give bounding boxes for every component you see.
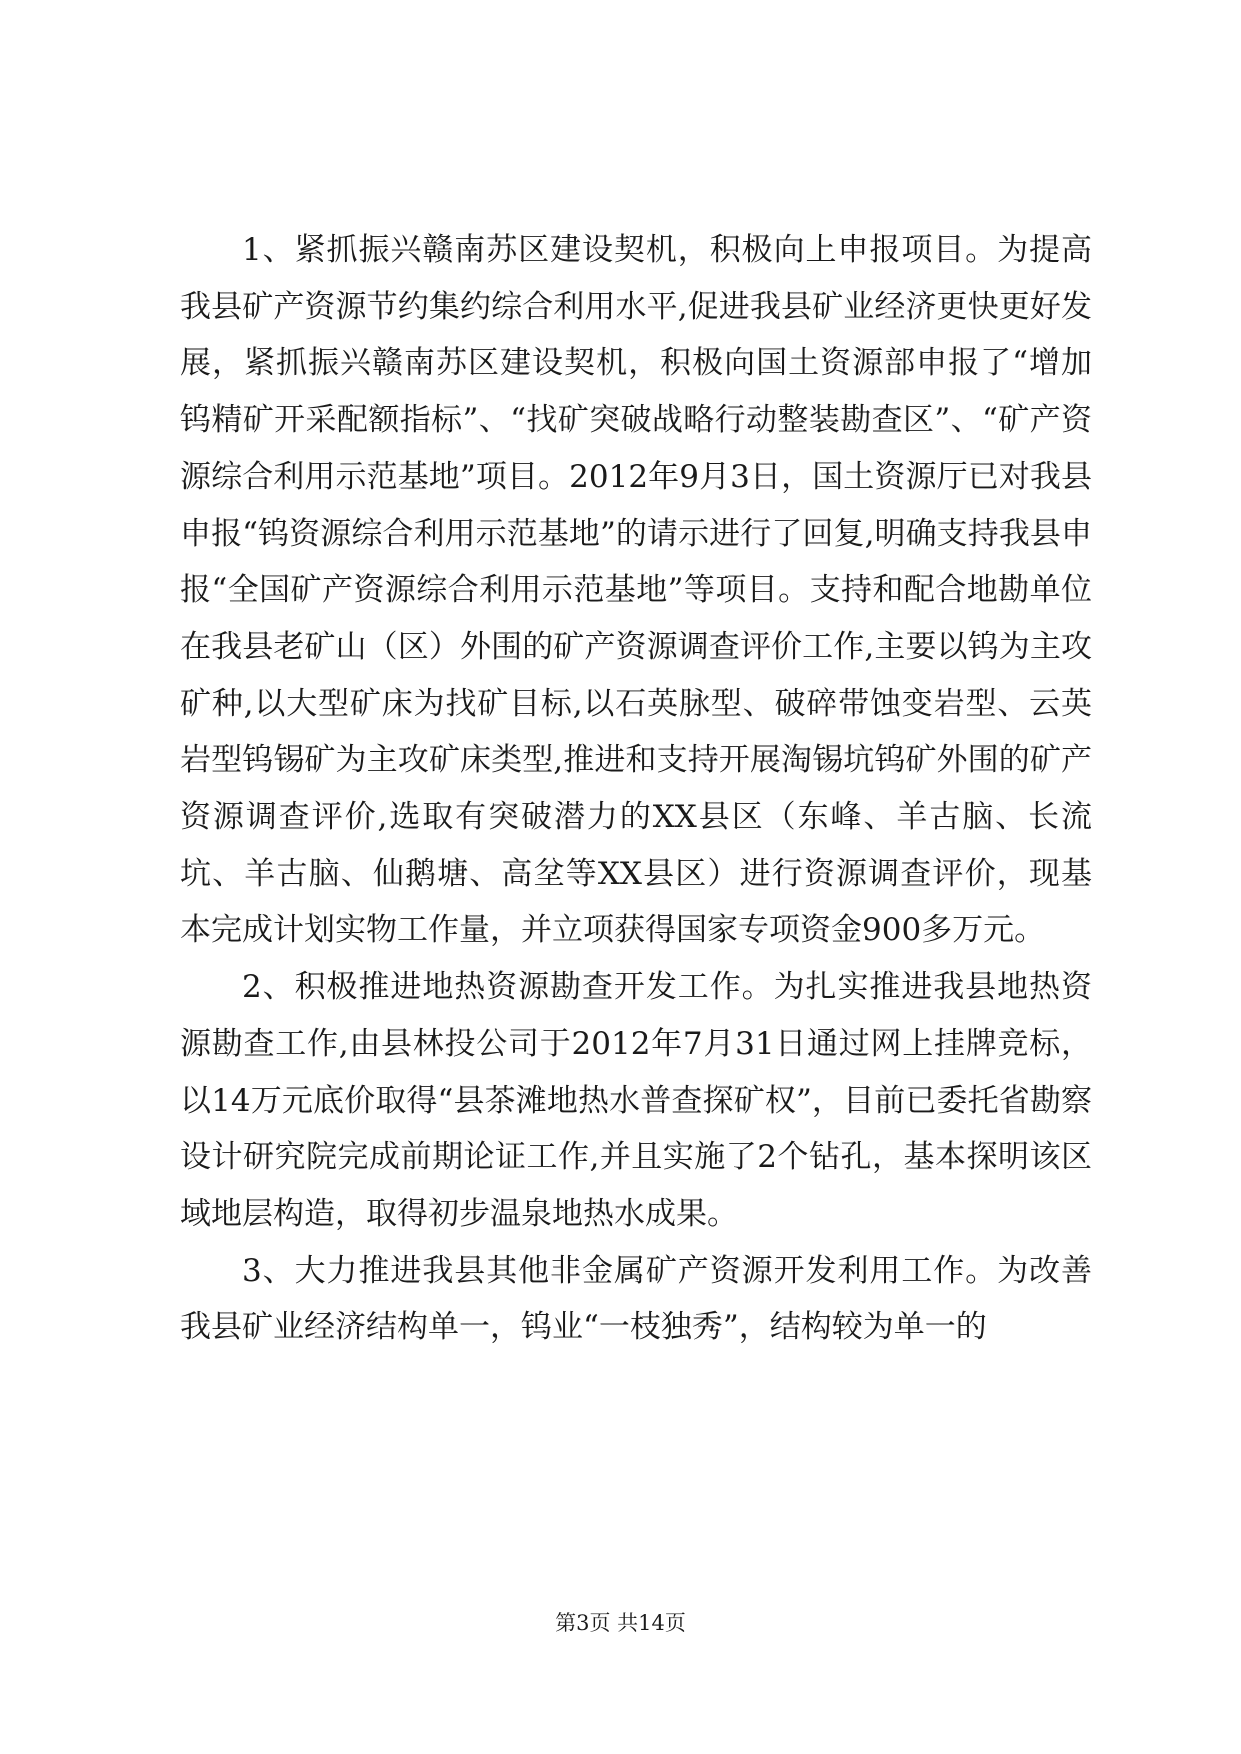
paragraph-3: 3、大力推进我县其他非金属矿产资源开发利用工作。为改善我县矿业经济结构单一，钨业“一枝独秀”，结构较为单一的: [180, 1252, 1092, 1346]
paragraph-1: 1、紧抓振兴赣南苏区建设契机，积极向上申报项目。为提高我县矿产资源节约集约综合利用水平,促进我县矿业经济更快更好发展，紧抓振兴赣南苏区建设契机，积极向国土资源部申报了“增加钨精矿开采配额指标”、“找矿突破战略行动整装勘查区”、“矿产资源综合利用示范基地”项目。2012年9月3日，国土资源厅已对我县申报“钨资源综合利用示范基地”的请示进行了回复,明确支持我县申报“全国矿产资源综合利用示范基地”等项目。支持和配合地勘单位在我县老矿山（区）外围的矿产资源调查评价工作,主要以钨为主攻矿种,以大型矿床为找矿目标,以石英脉型、破碎带蚀变岩型、云英岩型钨锡矿为主攻矿床类型,推进和支持开展淘锡坑钨矿外围的矿产资源调查评价,选取有突破潜力的XX县区（东峰、羊古脑、长流坑、羊古脑、仙鹅塘、高坌等XX县区）进行资源调查评价，现基本完成计划实物工作量，并立项获得国家专项资金900多万元。: [180, 232, 1092, 949]
page-number-footer: 第3页 共14页: [555, 1611, 686, 1635]
document-body: [180, 222, 1092, 1356]
paragraph-2: 2、积极推进地热资源勘查开发工作。为扎实推进我县地热资源勘查工作,由县林投公司于2012年7月31日通过网上挂牌竞标，以14万元底价取得“县茶滩地热水普查探矿权”，目前已委托省勘察设计研究院完成前期论证工作,并且实施了2个钻孔，基本探明该区域地层构造，取得初步温泉地热水成果。: [180, 969, 1092, 1232]
